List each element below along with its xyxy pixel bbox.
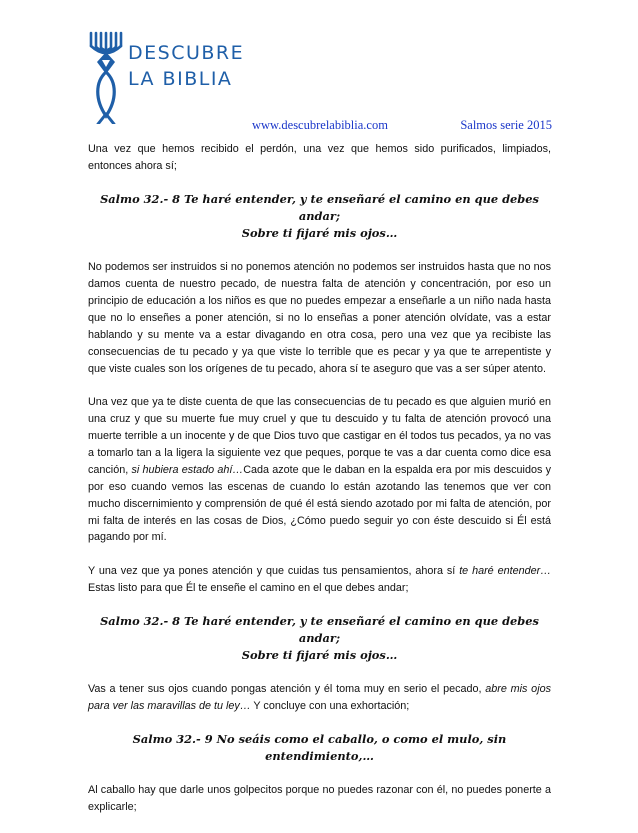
verse-quote-1: [88, 191, 551, 242]
paragraph-2: No podemos ser instruidos si no ponemos atención no podemos ser instruidos hasta que no nos damos cuenta de nuestro pecado, de nuestra falta de atención y concentración, por eso un principio de educación a los niños es que no puedes empezar a enseñarle a un niño nada hasta que no lo enseñes a poner atención, si no lo enseñas a poner atención olvídate, vas a estar hablando y su mente va a estar divagando en otra cosa, pero una vez que ya recibiste las consecuencias de tu pecado y ya que viste lo terrible que es pecar y ya que te arrepentiste y que viste cuales son los orígenes de tu pecado, ahora sí te aseguro que vas a ser súper atento.: [88, 261, 551, 375]
paragraph-5: [88, 681, 551, 715]
paragraph-6: Al caballo hay que darle unos golpecitos porque no puedes razonar con él, no puedes ponerte a explicarle;: [88, 784, 551, 814]
series-label: Salmos serie 2015: [460, 118, 552, 132]
document-body: [88, 141, 551, 833]
paragraph-3-italic: si hubiera estado ahí…: [131, 463, 244, 476]
logo-wordmark-line2: LA BIBLIA: [128, 68, 233, 90]
logo-wordmark-line1: DESCUBRE: [128, 42, 245, 64]
paragraph-3: [88, 394, 551, 546]
paragraph-4: [88, 563, 551, 597]
paragraph-5-italic: abre mis ojos para ver las maravillas de tu ley…: [88, 683, 551, 713]
menorah-fish-star-logo-icon: [86, 30, 126, 124]
paragraph-4-text-a: Y una vez que ya pones atención y que cuidas tus pensamientos, ahora sí: [88, 564, 460, 577]
paragraph-4-italic: te haré entender…: [459, 564, 551, 577]
paragraph-5-text-b: Y concluye con una exhortación;: [250, 700, 410, 713]
verse-quote-1-line2: Sobre ti fijaré mis ojos…: [241, 226, 398, 241]
paragraph-5-text-a: Vas a tener sus ojos cuando pongas atención y él toma muy en serio el pecado,: [88, 683, 486, 696]
verse-quote-2-line1: Salmo 32.- 8 Te haré entender, y te enseñaré el camino en que debes andar;: [100, 614, 539, 646]
verse-quote-2: [88, 613, 551, 664]
verse-quote-3: Salmo 32.- 9 No seáis como el caballo, o como el mulo, sin entendimiento,…: [132, 732, 507, 764]
website-link[interactable]: www.descubrelabiblia.com: [252, 118, 388, 132]
logo: [86, 28, 246, 124]
paragraph-3-text-a: Una vez que ya te diste cuenta de que las consecuencias de tu pecado es que alguien murió en una cruz y que su muerte fue muy cruel y que tu descuido y tu falta de atención provocó una muerte terrible a un inocente y de que Dios tuvo que castigar en él todos tus pecados, ya no vas a tomarlo tan a la ligera la siguiente vez que peques, porque te vas a dar cuenta como dice esa canción,: [88, 396, 551, 476]
paragraph-4-text-b: Estas listo para que Él te enseñe el camino en el que debes andar;: [88, 581, 409, 594]
paragraph-3-text-b: Cada azote que le daban en la espalda era por mis descuidos y por eso cuando vemos las escenas de cuando lo están azotando las tenemos que ver con mucho discernimiento y comprensión de qué él está siendo azotado por mi falta de atención, por mi falta de interés en las cosas de Dios, ¿Cómo puedo seguir yo con éste descuido si Él está pagando por mí.: [88, 463, 551, 544]
paragraph-1: Una vez que hemos recibido el perdón, una vez que hemos sido purificados, limpiados, entonces ahora sí;: [88, 143, 551, 172]
verse-quote-1-line1: Salmo 32.- 8 Te haré entender, y te enseñaré el camino en que debes andar;: [100, 192, 539, 224]
verse-quote-2-line2: Sobre ti fijaré mis ojos…: [241, 648, 398, 663]
